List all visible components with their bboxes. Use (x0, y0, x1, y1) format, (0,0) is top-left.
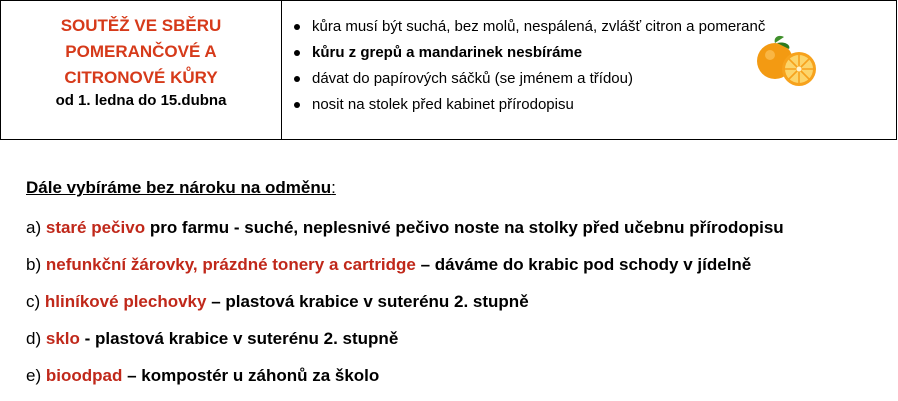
section-heading: Dále vybíráme bez nároku na odměnu: (26, 178, 336, 197)
list-item (26, 366, 379, 386)
contest-table (0, 0, 897, 140)
rule-text: kůru z grepů a mandarinek nesbíráme (312, 44, 583, 61)
item-letter: b) (26, 255, 42, 274)
list-item (26, 329, 398, 349)
item-highlight: nefunkční žárovky, prázdné tonery a cartridge (45, 255, 416, 274)
bullet-icon (294, 24, 300, 30)
rule-text: dávat do papírových sáčků (se jménem a třídou) (312, 70, 633, 87)
item-highlight: hliníkové plechovky (44, 292, 207, 311)
item-text: - plastová krabice v suterénu 2. stupně (79, 329, 399, 348)
item-text: – plastová krabice v suterénu 2. stupně (206, 292, 529, 311)
orange-fruit-icon (751, 31, 823, 91)
bullet-icon (294, 50, 300, 56)
rule-item (312, 92, 892, 118)
rule-text: kůra musí být suchá, bez molů, nespálená, zvlášť citron a pomeranč (312, 18, 766, 35)
list-item (26, 218, 784, 238)
bullet-icon (294, 76, 300, 82)
item-text: pro farmu - suché, neplesnivé pečivo noste na stolky před učebnu přírodopisu (145, 218, 784, 237)
list-item (26, 292, 529, 312)
item-letter: c) (26, 292, 41, 311)
item-letter: a) (26, 218, 42, 237)
contest-title-cell (1, 1, 281, 139)
item-letter: e) (26, 366, 42, 385)
item-highlight: bioodpad (45, 366, 123, 385)
item-text: – dáváme do krabic pod schody v jídelně (415, 255, 752, 274)
list-item (26, 255, 751, 275)
item-letter: d) (26, 329, 42, 348)
item-highlight: staré pečivo (45, 218, 146, 237)
contest-title: SOUTĚŽ VE SBĚRU POMERANČOVÉ A CITRONOVÉ KŮRY (60, 16, 222, 87)
rule-text: nosit na stolek před kabinet přírodopisu (312, 96, 574, 113)
contest-dates: od 1. ledna do 15.dubna (55, 92, 227, 109)
bullet-icon (294, 102, 300, 108)
item-highlight: sklo (45, 329, 80, 348)
item-text: – kompostér u záhonů za školo (122, 366, 380, 385)
